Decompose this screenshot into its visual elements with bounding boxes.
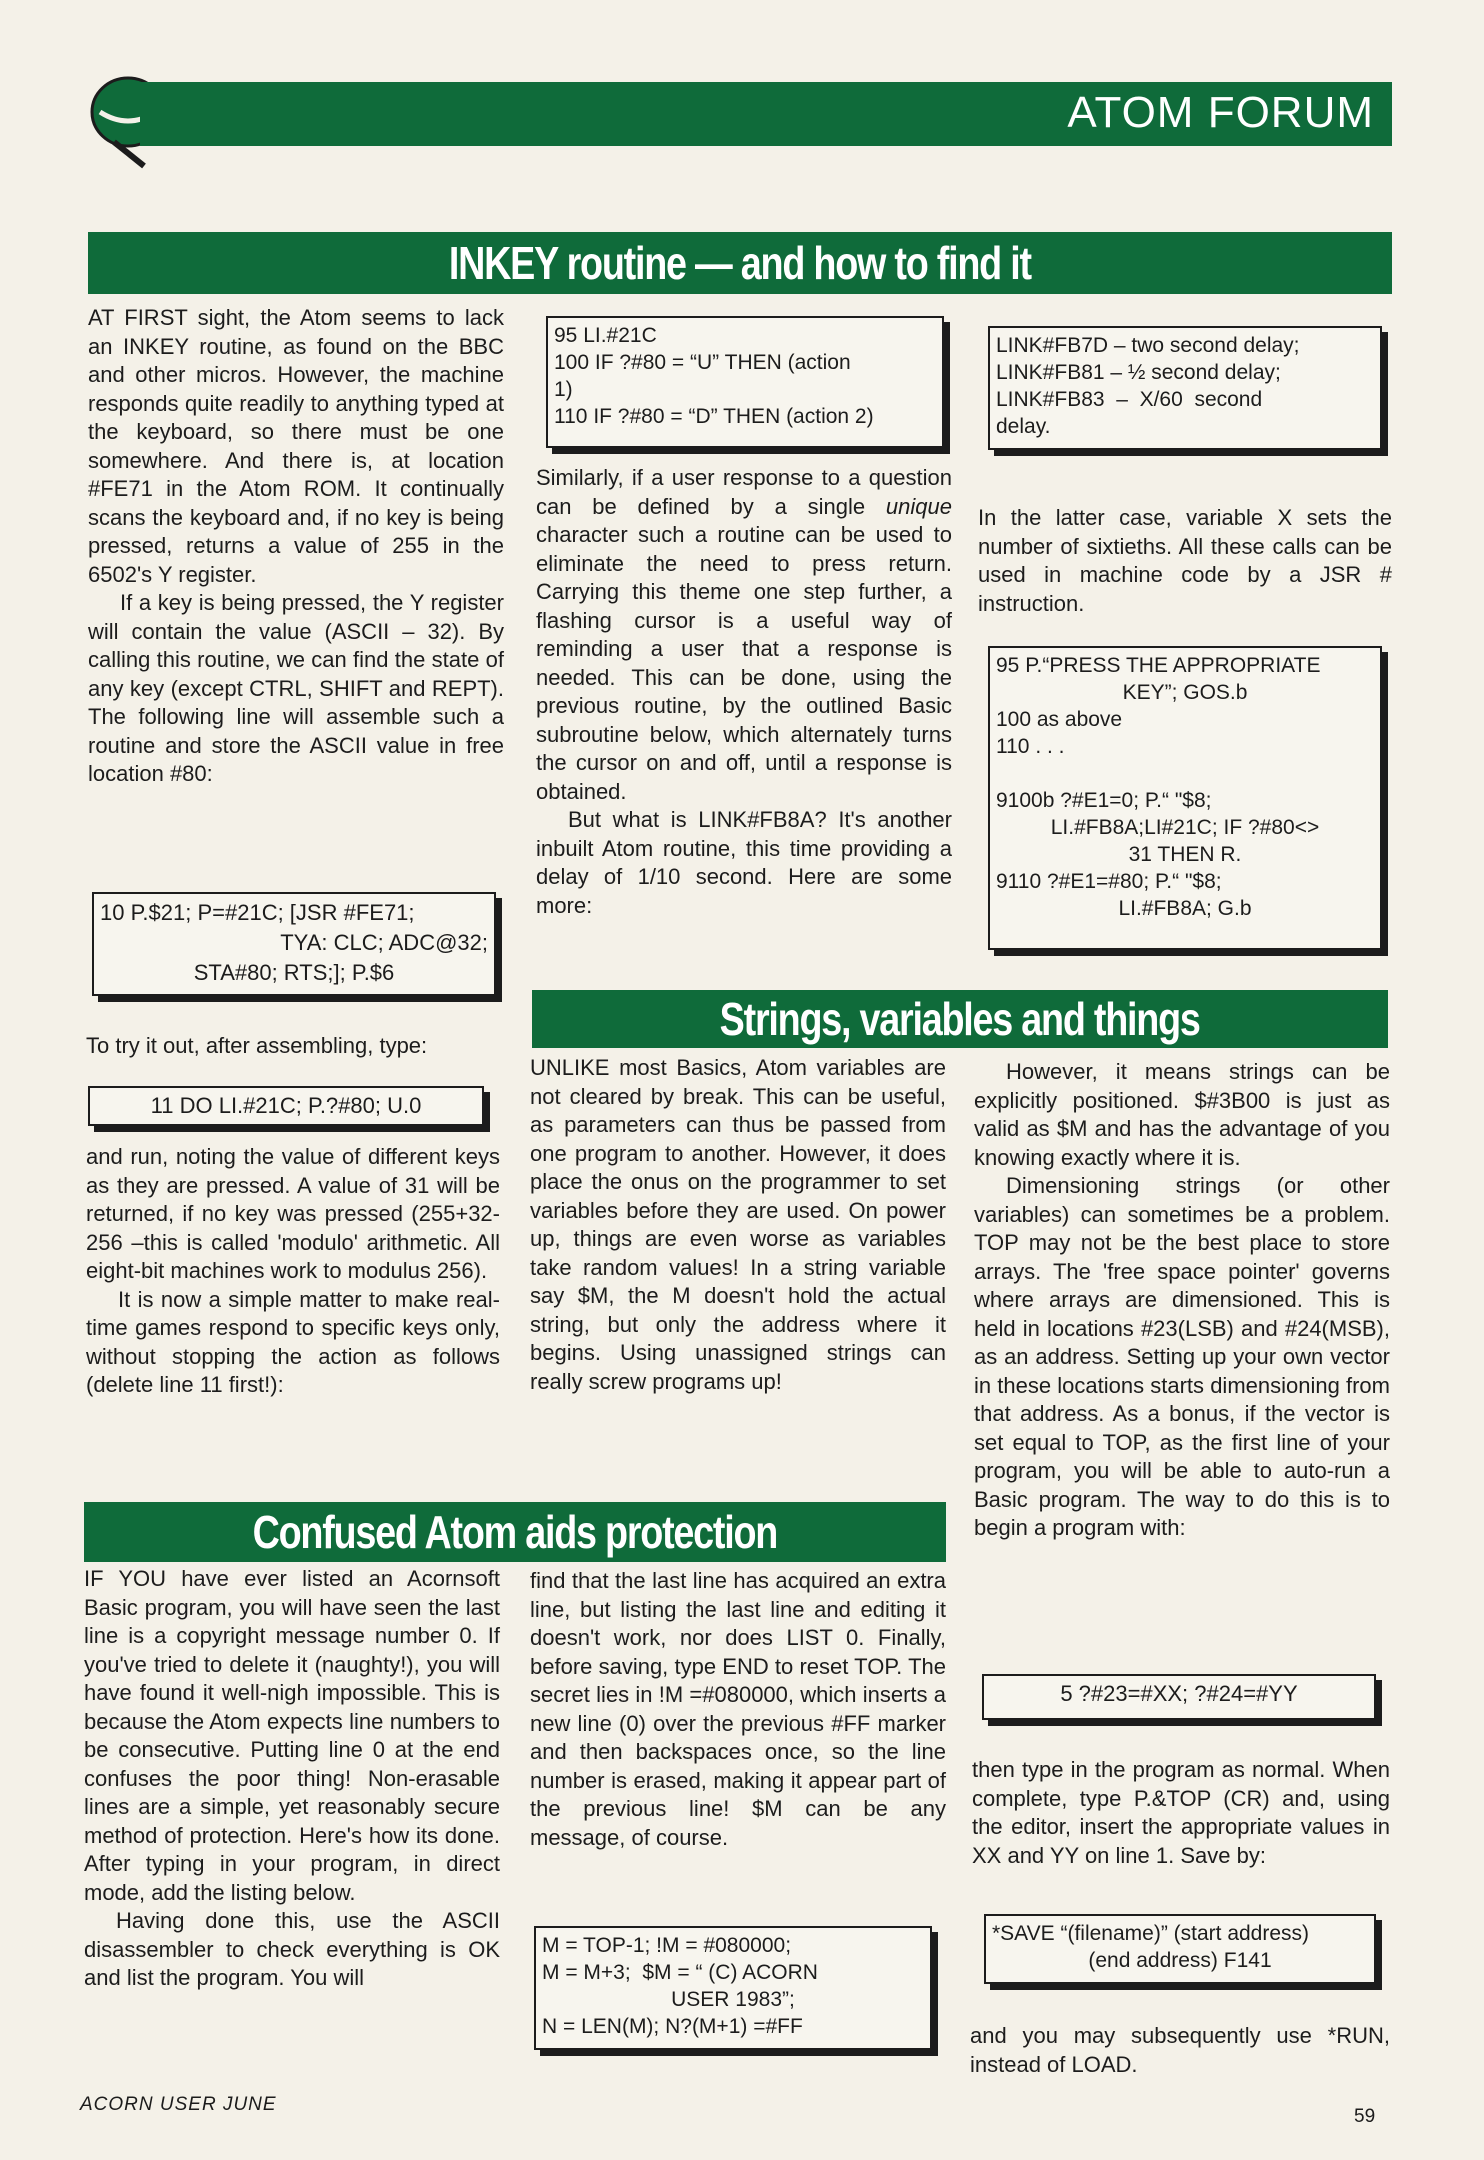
paragraph: Similarly, if a user response to a question can be defined by a single unique character such a routine can be used to eliminate the need to press return. Carrying this theme one step further, a flashing cursor is a useful way of reminding a user that a response is needed. This can be done, using the previous routine, by the outlined Basic subroutine below, which alternately turns the cursor on and off, until a response is obtained. <box>536 465 952 804</box>
code-line: 10 P.$21; P=#21C; [JSR #FE71; <box>100 900 415 925</box>
page-number: 59 <box>1354 2106 1376 2127</box>
code-box-actions <box>546 316 944 448</box>
code-box-save <box>984 1914 1376 1984</box>
header-title: ATOM FORUM <box>1067 88 1374 137</box>
inkey-column-1b <box>86 1143 500 1400</box>
code-line: LINK#FB83 – X/60 second <box>996 388 1263 411</box>
paragraph: It is now a simple matter to make real-time games respond to specific keys only, without stopping the action as follows (delete line 11 first!): <box>86 1286 500 1397</box>
paragraph: then type in the program as normal. When complete, type P.&TOP (CR) and, using the editor, insert the appropriate values in XX and YY on line 1. Save by: <box>972 1757 1390 1868</box>
section-title-confused: Confused Atom aids protection <box>84 1502 946 1562</box>
code-line: M = M+3; $M = “ (C) ACORN <box>542 1961 818 1984</box>
code-line: 110 . . . <box>996 735 1065 758</box>
paragraph: But what is LINK#FB8A? It's another inbuilt Atom routine, this time providing a delay of 1/10 second. Here are some more: <box>536 807 952 918</box>
confused-column-2 <box>530 1567 946 1852</box>
code-line: 95 LI.#21C <box>554 324 657 347</box>
paragraph: AT FIRST sight, the Atom seems to lack an INKEY routine, as found on the BBC and other micros. However, the machine responds quite readily to anything typed at the keyboard, so there must be one somewhere. And there is, at location #FE71 in the Atom ROM. It continually scans the keyboard and, if no key is being pressed, returns a value of 255 in the 6502's Y register. <box>88 305 504 587</box>
code-line: 9100b ?#E1=0; P.“ "$8; <box>996 789 1212 812</box>
code-box-vector: 5 ?#23=#XX; ?#24=#YY <box>982 1674 1376 1720</box>
inkey-column-3 <box>978 504 1392 618</box>
strings-column-2c <box>970 2022 1390 2079</box>
inkey-column-1 <box>88 304 504 789</box>
strings-column-1 <box>530 1054 946 1396</box>
code-line: 95 P.“PRESS THE APPROPRIATE <box>996 654 1321 677</box>
strings-column-2 <box>974 1058 1390 1543</box>
footer-magazine-name: ACORN USER JUNE <box>80 2094 277 2115</box>
header-bar <box>140 82 1392 146</box>
code-line: 100 as above <box>996 708 1123 731</box>
code-line: delay. <box>996 415 1051 438</box>
code-line: KEY”; GOS.b <box>1122 681 1248 704</box>
code-line: N = LEN(M); N?(M+1) =#FF <box>542 2015 803 2038</box>
inkey-column-2 <box>536 464 952 920</box>
code-line: *SAVE “(filename)” (start address) <box>992 1922 1310 1945</box>
paragraph: and run, noting the value of different keys as they are pressed. A value of 31 will be returned, if no key was pressed (255+32-256 –this is called 'modulo' arithmetic. All eight-bit machines work to modulus 256). <box>86 1144 500 1283</box>
section-title-inkey: INKEY routine — and how to find it <box>88 232 1392 294</box>
paragraph: Dimensioning strings (or other variables) can sometimes be a problem. TOP may not be the best place to store arrays. The 'free space pointer' governs where arrays are dimensioned. This is held in locations #23(LSB) and #24(MSB), as an address. Setting up your own vector in these locations starts dimensioning from that address. As a bonus, if the vector is set equal to TOP, as the first line of your program, you will be able to auto-run a Basic program. The way to do this is to begin a program with: <box>974 1173 1390 1540</box>
strings-column-2b <box>972 1756 1390 1870</box>
code-box-delays <box>988 326 1382 450</box>
paragraph: and you may subsequently use *RUN, instead of LOAD. <box>970 2023 1390 2077</box>
try-it-text: To try it out, after assembling, type: <box>86 1033 428 1058</box>
paragraph: UNLIKE most Basics, Atom variables are not cleared by break. This can be useful, as parameters can thus be passed from one program to another. However, it does place the onus on the programmer to set variables before they are used. On power up, things are even worse as variables take random values! In a string variable say $M, the M doesn't hold the actual string, but only the address where it begins. Using unassigned strings can really screw programs up! <box>530 1055 946 1394</box>
code-line: USER 1983”; <box>671 1988 795 2011</box>
code-line: (end address) F141 <box>1088 1949 1272 1972</box>
paragraph: find that the last line has acquired an extra line, but listing the last line and editing it doesn't work, nor does LIST 0. Finally, before saving, type END to reset TOP. The secret lies in !M =#080000, which inserts a new line (0) over the previous #FF marker and then backspaces once, so the line number is erased, making it appear part of the previous line! $M can be any message, of course. <box>530 1568 946 1850</box>
code-box-run: 11 DO LI.#21C; P.?#80; U.0 <box>88 1086 484 1126</box>
code-box-subroutine <box>988 646 1382 950</box>
paragraph: If a key is being pressed, the Y register will contain the value (ASCII – 32). By calling this routine, we can find the state of any key (except CTRL, SHIFT and REPT). The following line will assemble such a routine and store the ASCII value in free location #80: <box>88 590 504 786</box>
code-line: 110 IF ?#80 = “D” THEN (action 2) <box>554 405 874 428</box>
code-line: TYA: CLC; ADC@32; <box>280 930 488 955</box>
code-line: LINK#FB7D – two second delay; <box>996 334 1300 357</box>
code-line: 31 THEN R. <box>1128 843 1242 866</box>
paragraph: However, it means strings can be explicitly positioned. $#3B00 is just as valid as $M and has the advantage of you knowing exactly where it is. <box>974 1059 1390 1170</box>
paragraph: In the latter case, variable X sets the number of sixtieths. All these calls can be used in machine code by a JSR # instruction. <box>978 505 1392 616</box>
paragraph: Having done this, use the ASCII disassembler to check everything is OK and list the program. You will <box>84 1908 500 1990</box>
code-box-protection <box>534 1926 932 2050</box>
code-line: STA#80; RTS;]; P.$6 <box>193 960 395 985</box>
code-line: LI.#FB8A; G.b <box>1118 897 1252 920</box>
code-line: 1) <box>554 378 573 401</box>
code-line: LI.#FB8A;LI#21C; IF ?#80<> <box>1050 816 1320 839</box>
section-title-strings: Strings, variables and things <box>532 990 1388 1048</box>
code-line: 100 IF ?#80 = “U” THEN (action <box>554 351 851 374</box>
code-line <box>996 760 1374 787</box>
code-line: 9110 ?#E1=#80; P.“ "$8; <box>996 870 1222 893</box>
code-line: LINK#FB81 – ½ second delay; <box>996 361 1281 384</box>
code-line: M = TOP-1; !M = #080000; <box>542 1934 792 1957</box>
confused-column-1 <box>84 1565 500 1993</box>
code-box-assemble <box>92 892 496 996</box>
paragraph: IF YOU have ever listed an Acornsoft Basic program, you will have seen the last line is a copyright message number 0. If you've tried to delete it (naughty!), you will have found it well-nigh impossible. This is because the Atom expects line numbers to be consecutive. Putting line 0 at the end confuses the poor thing! Non-erasable lines are a simple, yet reasonably secure method of protection. Here's how its done. After typing in your program, in direct mode, add the listing below. <box>84 1566 500 1905</box>
